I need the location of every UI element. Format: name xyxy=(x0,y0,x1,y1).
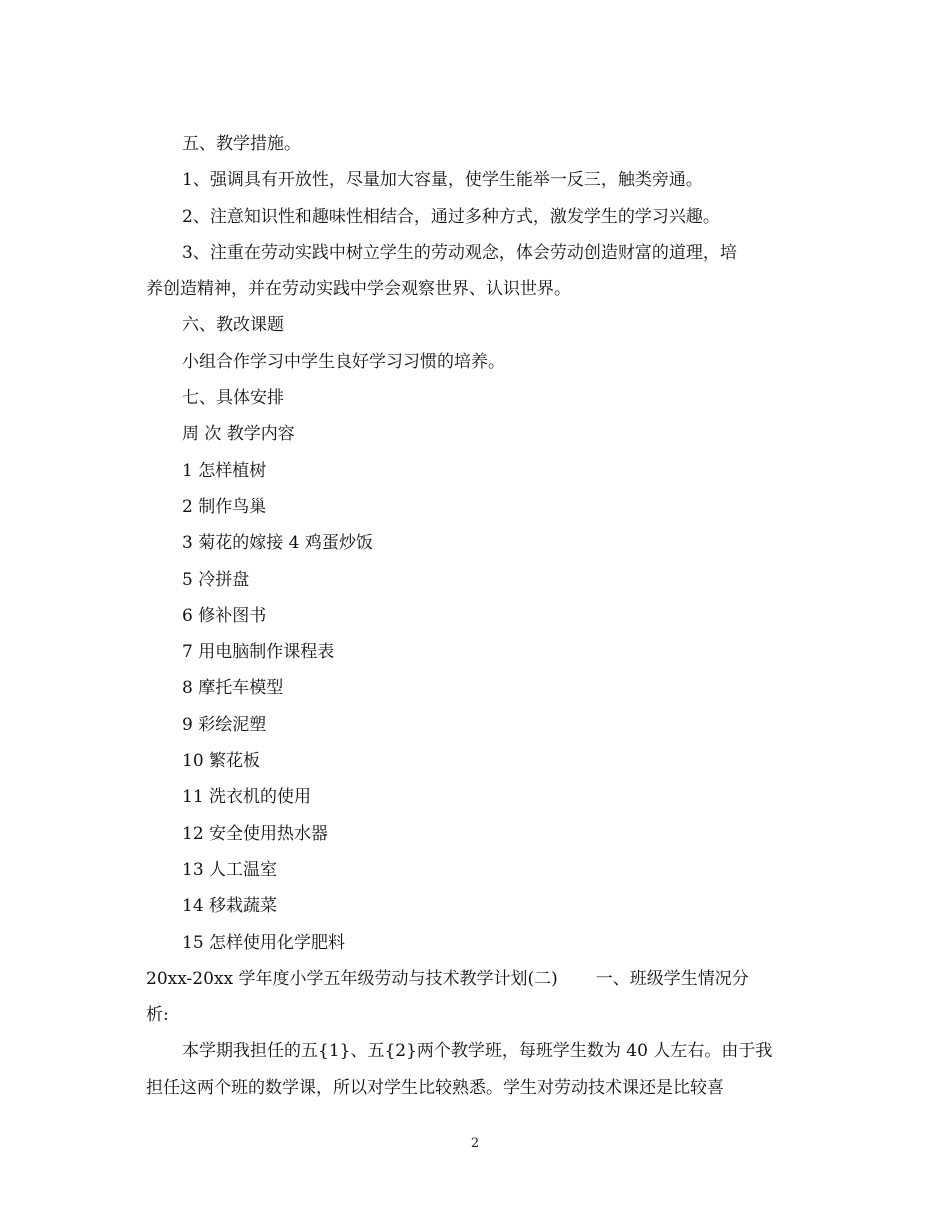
schedule-item: 6 修补图书 xyxy=(182,605,267,626)
paragraph-line: 担任这两个班的数学课，所以对学生比较熟悉。学生对劳动技术课还是比较喜 xyxy=(146,1077,724,1098)
page-number: 2 xyxy=(470,1136,480,1151)
plan-title-line xyxy=(146,961,806,997)
section-heading-student-analysis: 一、班级学生情况分 xyxy=(595,968,749,989)
schedule-item: 12 安全使用热水器 xyxy=(182,823,329,844)
schedule-item: 14 移栽蔬菜 xyxy=(182,896,278,917)
schedule-item: 9 彩绘泥塑 xyxy=(182,714,267,735)
paragraph-line: 养创造精神，并在劳动实践中学会观察世界、认识世界。 xyxy=(146,279,571,300)
paragraph-line: 1、强调具有开放性，尽量加大容量，使学生能举一反三，触类旁通。 xyxy=(182,170,703,191)
section-heading-teaching-measures: 五、教学措施。 xyxy=(182,134,301,154)
schedule-header: 周 次 教学内容 xyxy=(182,424,295,445)
schedule-item: 8 摩托车模型 xyxy=(182,678,284,699)
schedule-item: 7 用电脑制作课程表 xyxy=(182,642,335,663)
schedule-item: 3 菊花的嫁接 4 鸡蛋炒饭 xyxy=(182,533,373,554)
paragraph-line: 析: xyxy=(146,1005,169,1026)
schedule-item: 2 制作鸟巢 xyxy=(182,496,267,517)
paragraph-line: 本学期我担任的五{1}、五{2}两个教学班，每班学生数为 40 人左右。由于我 xyxy=(182,1041,773,1062)
paragraph-line: 2、注意知识性和趣味性相结合，通过多种方式，激发学生的学习兴趣。 xyxy=(182,206,720,227)
paragraph-line: 小组合作学习中学生良好学习习惯的培养。 xyxy=(182,351,505,372)
schedule-item: 15 怎样使用化学肥料 xyxy=(182,932,346,953)
plan-title: 20xx-20xx 学年度小学五年级劳动与技术教学计划(二) xyxy=(146,968,558,989)
schedule-item: 10 繁花板 xyxy=(182,751,261,772)
schedule-item: 11 洗衣机的使用 xyxy=(182,787,312,808)
paragraph-line: 3、注重在劳动实践中树立学生的劳动观念，体会劳动创造财富的道理，培 xyxy=(182,242,737,263)
section-heading-reform-topic: 六、教改课题 xyxy=(182,315,284,336)
schedule-item: 5 冷拼盘 xyxy=(182,569,250,590)
schedule-item: 1 怎样植树 xyxy=(182,460,267,481)
section-heading-schedule: 七、具体安排 xyxy=(182,388,284,409)
document-body xyxy=(146,126,806,1106)
schedule-item: 13 人工温室 xyxy=(182,859,278,880)
